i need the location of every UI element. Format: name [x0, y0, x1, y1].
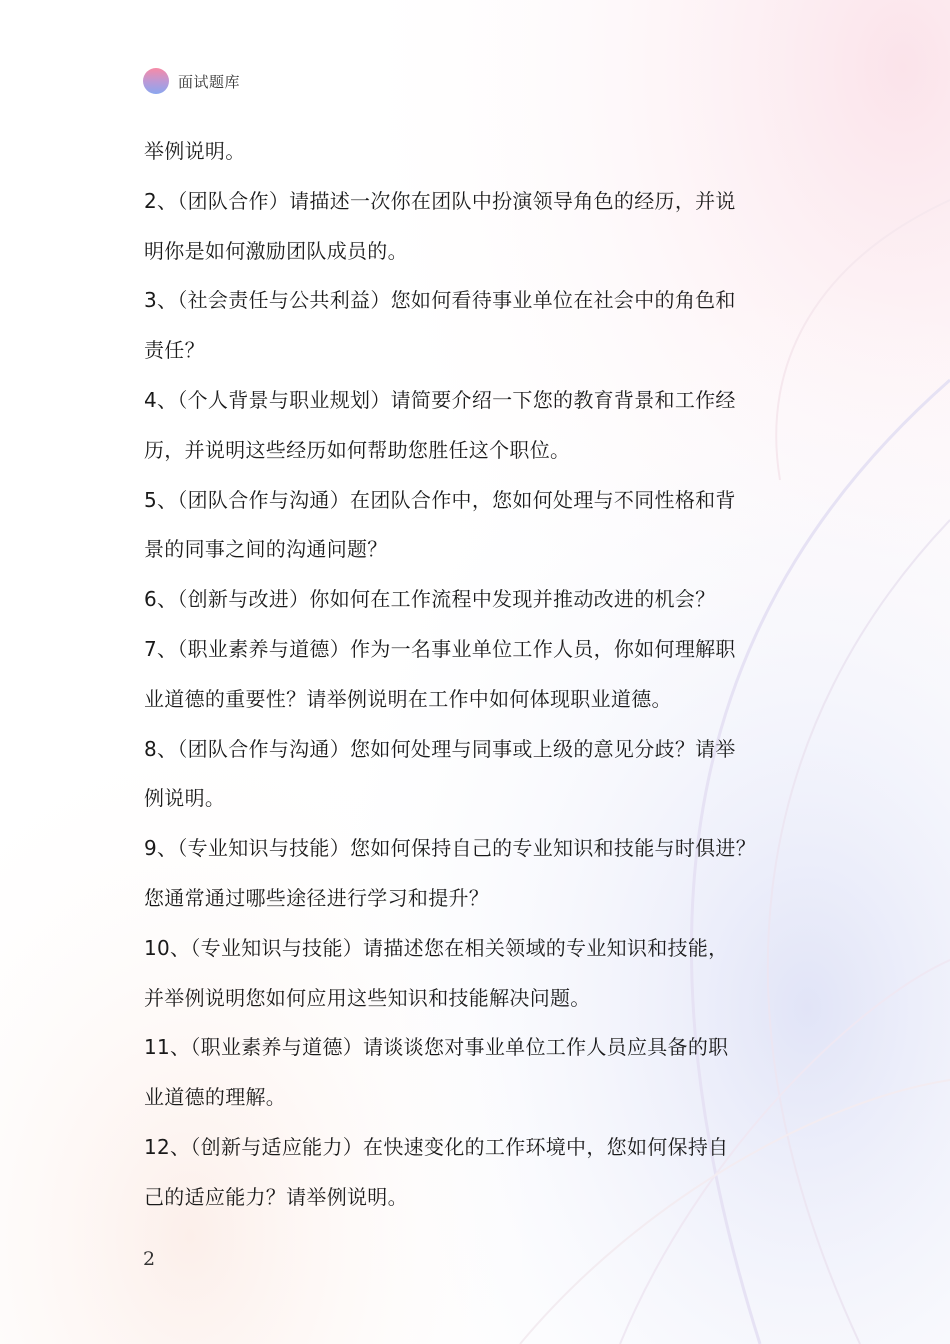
text-line: 4、（个人背景与职业规划）请简要介绍一下您的教育背景和工作经 [144, 387, 736, 412]
text-line: 10、（专业知识与技能）请描述您在相关领域的专业知识和技能， [144, 935, 729, 960]
text-line: 9、（专业知识与技能）您如何保持自己的专业知识和技能与时俱进？ [144, 836, 757, 861]
text-line: 2、（团队合作）请描述一次你在团队中扮演领导角色的经历，并说 [144, 188, 736, 213]
page-number: 2 [143, 1248, 156, 1270]
text-line: 业道德的重要性？请举例说明在工作中如何体现职业道德。 [144, 686, 672, 711]
text-line: 业道德的理解。 [144, 1085, 287, 1110]
text-line: 并举例说明您如何应用这些知识和技能解决问题。 [144, 985, 591, 1010]
text-line: 11、（职业素养与道德）请谈谈您对事业单位工作人员应具备的职 [144, 1035, 729, 1060]
document-header [143, 66, 240, 96]
text-line: 明你是如何激励团队成员的。 [144, 238, 408, 263]
logo-icon [143, 68, 169, 94]
text-line: 举例说明。 [144, 139, 246, 163]
text-line: 5、（团队合作与沟通）在团队合作中，您如何处理与不同性格和背 [144, 487, 736, 512]
text-line: 12、（创新与适应能力）在快速变化的工作环境中，您如何保持自 [144, 1134, 729, 1159]
text-line: 8、（团队合作与沟通）您如何处理与同事或上级的意见分歧？请举 [144, 736, 736, 761]
text-line: 7、（职业素养与道德）作为一名事业单位工作人员，你如何理解职 [144, 636, 736, 661]
text-line: 己的适应能力？请举例说明。 [144, 1184, 408, 1209]
text-line: 景的同事之间的沟通问题？ [144, 537, 388, 562]
text-line: 您通常通过哪些途径进行学习和提升？ [144, 885, 490, 910]
header-title: 面试题库 [178, 72, 241, 91]
text-line: 历，并说明这些经历如何帮助您胜任这个职位。 [144, 437, 571, 462]
text-line: 责任？ [144, 338, 205, 363]
text-line: 例说明。 [144, 786, 226, 811]
text-line: 6、（创新与改进）你如何在工作流程中发现并推动改进的机会？ [144, 587, 716, 612]
document-body [144, 127, 824, 1223]
text-line: 3、（社会责任与公共利益）您如何看待事业单位在社会中的角色和 [144, 288, 736, 313]
